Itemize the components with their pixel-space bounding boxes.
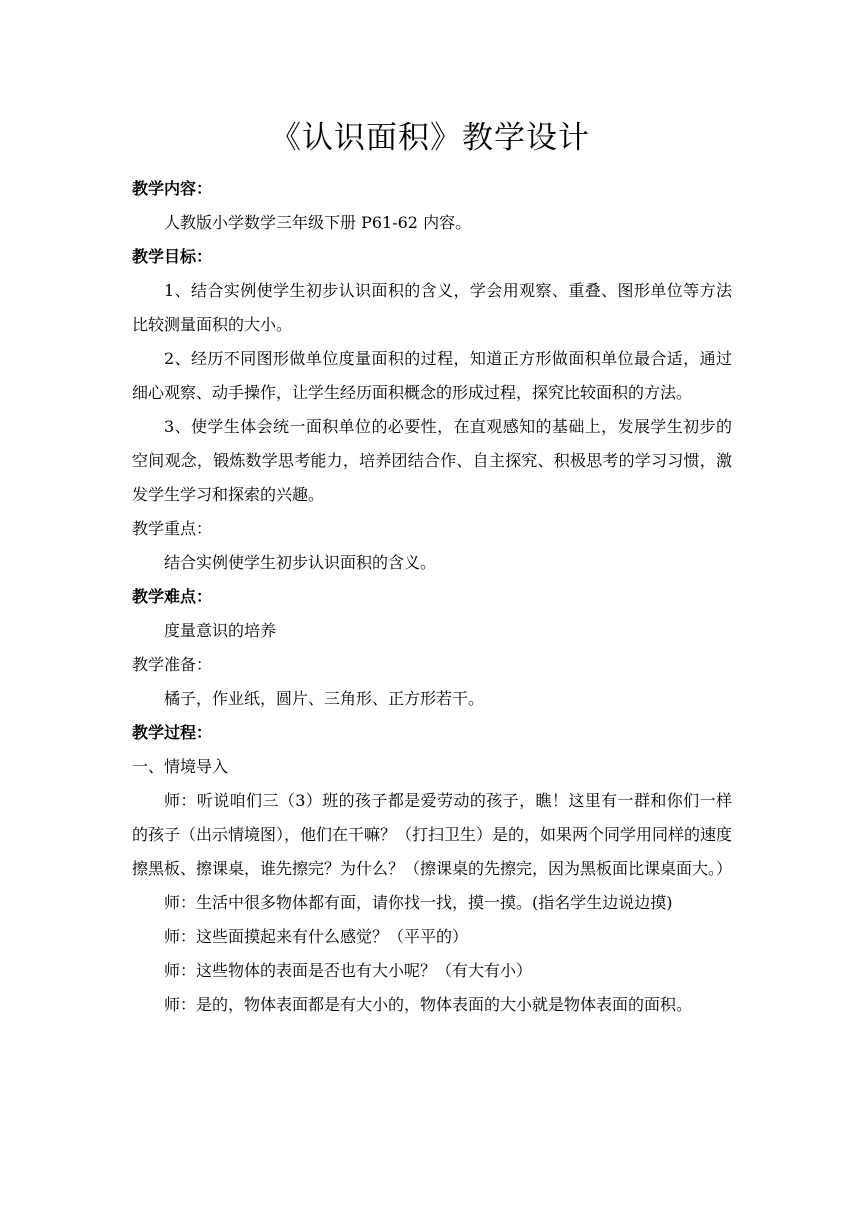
preparation-text: 橘子，作业纸，圆片、三角形、正方形若干。 (164, 689, 485, 708)
key-point-heading: 教学重点： (132, 519, 213, 538)
difficulty-text: 度量意识的培养 (164, 621, 277, 640)
document-title: 《认识面积》教学设计 (270, 120, 590, 156)
lesson-paragraph-4: 师：这些物体的表面是否也有大小呢？（有大有小） (164, 961, 533, 980)
teaching-content-text: 人教版小学数学三年级下册 P61-62 内容。 (164, 213, 472, 232)
teaching-goals-heading: 教学目标： (132, 247, 213, 266)
lesson-paragraph-1: 师：听说咱们三（3）班的孩子都是爱劳动的孩子，瞧！这里有一群和你们一样的孩子（出示情境图），他们在干嘛？（打扫卫生）是的，如果两个同学用同样的速度擦黑板、擦课桌，谁先擦完？为什么？（擦课桌的先擦完，因为黑板面比课桌面大。） (132, 791, 733, 878)
lesson-paragraph-3: 师：这些面摸起来有什么感觉？（平平的） (164, 927, 469, 946)
difficulty-heading: 教学难点： (132, 587, 213, 606)
teaching-goal-1: 1、结合实例使学生初步认识面积的含义，学会用观察、重叠、图形单位等方法比较测量面积的大小。 (132, 281, 732, 334)
lesson-paragraph-2: 师：生活中很多物体都有面，请你找一找，摸一摸。(指名学生边说边摸) (164, 893, 673, 912)
preparation-heading: 教学准备： (132, 655, 213, 674)
document-body (132, 172, 732, 1022)
lesson-paragraph-5: 师：是的，物体表面都是有大小的，物体表面的大小就是物体表面的面积。 (164, 995, 693, 1014)
teaching-content-heading: 教学内容： (132, 179, 213, 198)
process-heading: 教学过程： (132, 723, 213, 742)
situation-introduction-heading: 一、情境导入 (132, 757, 229, 776)
key-point-text: 结合实例使学生初步认识面积的含义。 (164, 553, 437, 572)
teaching-goal-3: 3、使学生体会统一面积单位的必要性，在直观感知的基础上，发展学生初步的空间观念，锻炼数学思考能力，培养团结合作、自主探究、积极思考的学习习惯，激发学生学习和探索的兴趣。 (132, 417, 732, 504)
teaching-goal-2: 2、经历不同图形做单位度量面积的过程，知道正方形做面积单位最合适，通过细心观察、动手操作，让学生经历面积概念的形成过程，探究比较面积的方法。 (132, 349, 732, 402)
